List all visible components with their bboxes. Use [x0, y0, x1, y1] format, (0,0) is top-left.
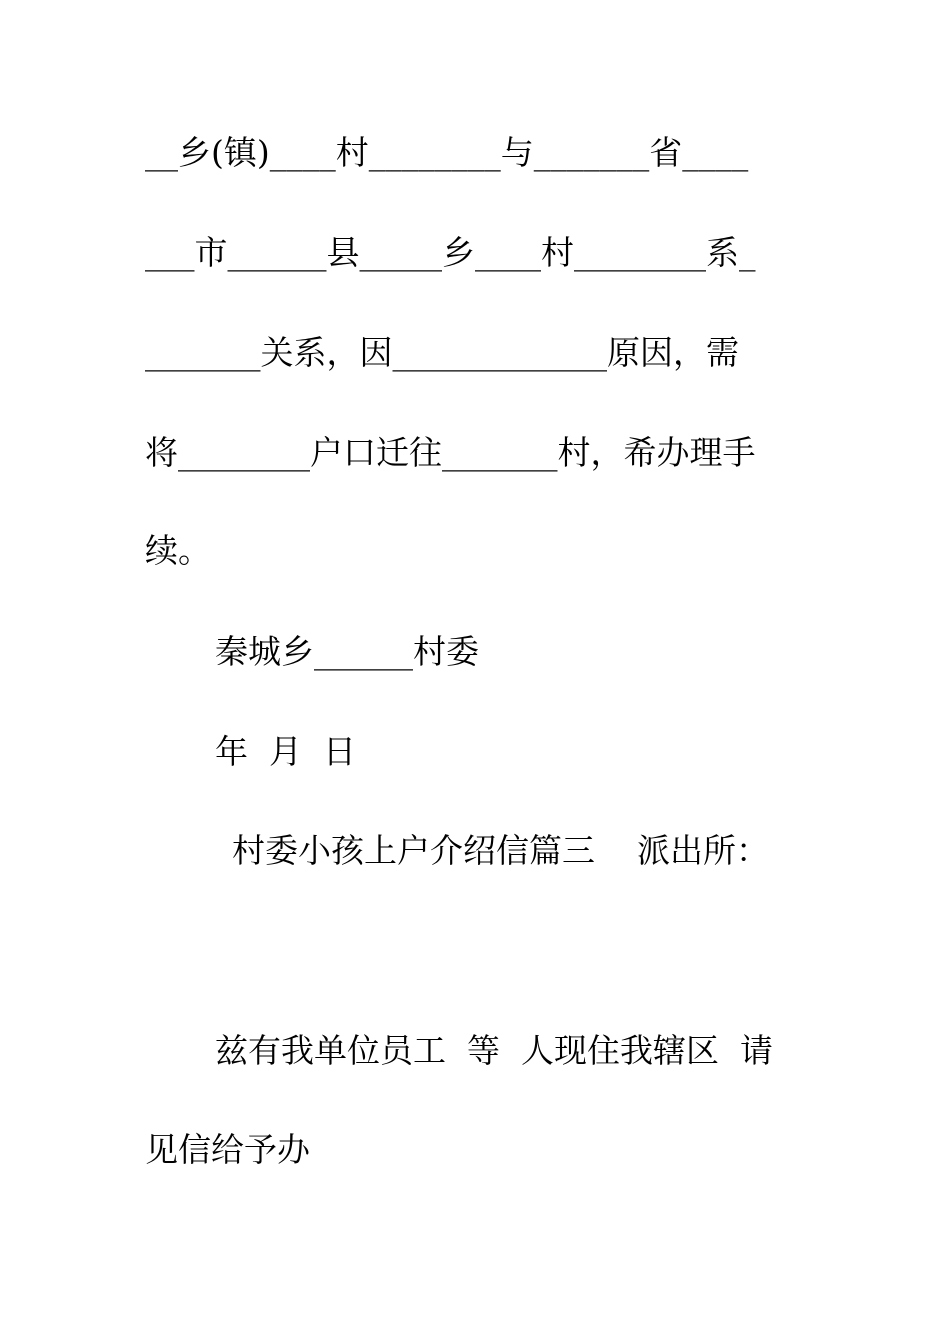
body-line-6: 兹有我单位员工 等 人现住我辖区 请	[215, 1031, 773, 1070]
body-line-2: ___市______县_____乡____村________系_	[145, 233, 756, 272]
body-line-5: 续。	[145, 531, 211, 570]
section-heading: 村委小孩上户介绍信篇三 派出所：	[232, 831, 769, 870]
body-line-7: 见信给予办	[145, 1130, 310, 1169]
body-line-1: __乡(镇)____村________与_______省____	[145, 133, 749, 172]
date-line: 年 月 日	[215, 732, 356, 771]
signature-village-committee: 秦城乡______村委	[215, 632, 479, 671]
body-line-3: _______关系，因_____________原因，需	[145, 333, 739, 372]
body-line-4: 将________户口迁往_______村，希办理手	[145, 433, 756, 472]
